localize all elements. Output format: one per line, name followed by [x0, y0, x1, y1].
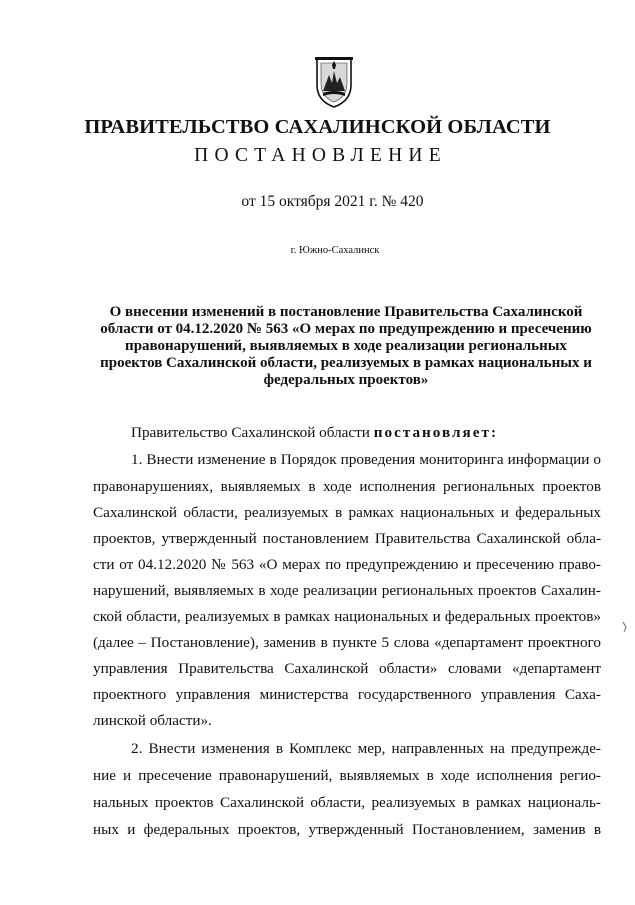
subject-line: проектов Сахалинской области, реализуемых в рамках национальных и — [100, 355, 592, 371]
body-line: ных и федеральных проектов, утвержденный Постановлением, заменив в — [93, 821, 601, 838]
body-line: ние и пресечение правонарушений, выявляемых в ходе исполнения регио- — [93, 767, 601, 784]
body-line: проектов, утвержденный постановлением Правительства Сахалинской обла- — [93, 530, 601, 547]
subject-line: правонарушений, выявляемых в ходе реализации региональных — [125, 338, 567, 354]
decree-word: постановляет: — [373, 424, 499, 441]
body-line: (далее – Постановление), заменив в пункте 5 слова «департамент проектного — [93, 634, 601, 651]
scan-mark-icon — [622, 620, 628, 632]
subject-line: области от 04.12.2020 № 563 «О мерах по предупреждению и пресечению — [100, 321, 592, 337]
body-line: управления Правительства Сахалинской области» словами «департамент — [93, 660, 601, 677]
body-line: ской области, реализуемых в рамках национальных и федеральных проектов» — [93, 608, 601, 625]
subject-line: федеральных проектов» — [263, 372, 429, 388]
body-line: сти от 04.12.2020 № 563 «О мерах по предупреждению и пресечению право- — [93, 556, 601, 573]
body-line: правонарушениях, выявляемых в ходе исполнения региональных проектов — [93, 478, 601, 495]
preamble — [131, 424, 601, 442]
body-line: Сахалинской области, реализуемых в рамках национальных и федеральных — [93, 504, 601, 521]
body-line: нарушений, выявляемых в ходе реализации региональных проектов Сахалин- — [93, 582, 601, 599]
sakhalin-coat-of-arms-icon — [313, 55, 355, 109]
body-line: 1. Внести изменение в Порядок проведения мониторинга информации о — [131, 451, 601, 468]
org-title: ПРАВИТЕЛЬСТВО САХАЛИНСКОЙ ОБЛАСТИ — [84, 116, 551, 138]
document-city: г. Южно-Сахалинск — [290, 245, 380, 256]
document-subject — [92, 304, 600, 389]
document-type: ПОСТАНОВЛЕНИЕ — [194, 145, 447, 166]
body-line: линской области». — [93, 712, 212, 729]
document-date-number: от 15 октября 2021 г. № 420 — [241, 193, 424, 210]
body-line: 2. Внести изменения в Комплекс мер, направленных на предупрежде- — [131, 740, 601, 757]
body-line: проектного управления министерства государственного управления Саха- — [93, 686, 601, 703]
subject-line: О внесении изменений в постановление Правительства Сахалинской — [109, 304, 583, 320]
preamble-text: Правительство Сахалинской области — [131, 424, 374, 441]
body-line: нальных проектов Сахалинской области, реализуемых в рамках националь- — [93, 794, 601, 811]
